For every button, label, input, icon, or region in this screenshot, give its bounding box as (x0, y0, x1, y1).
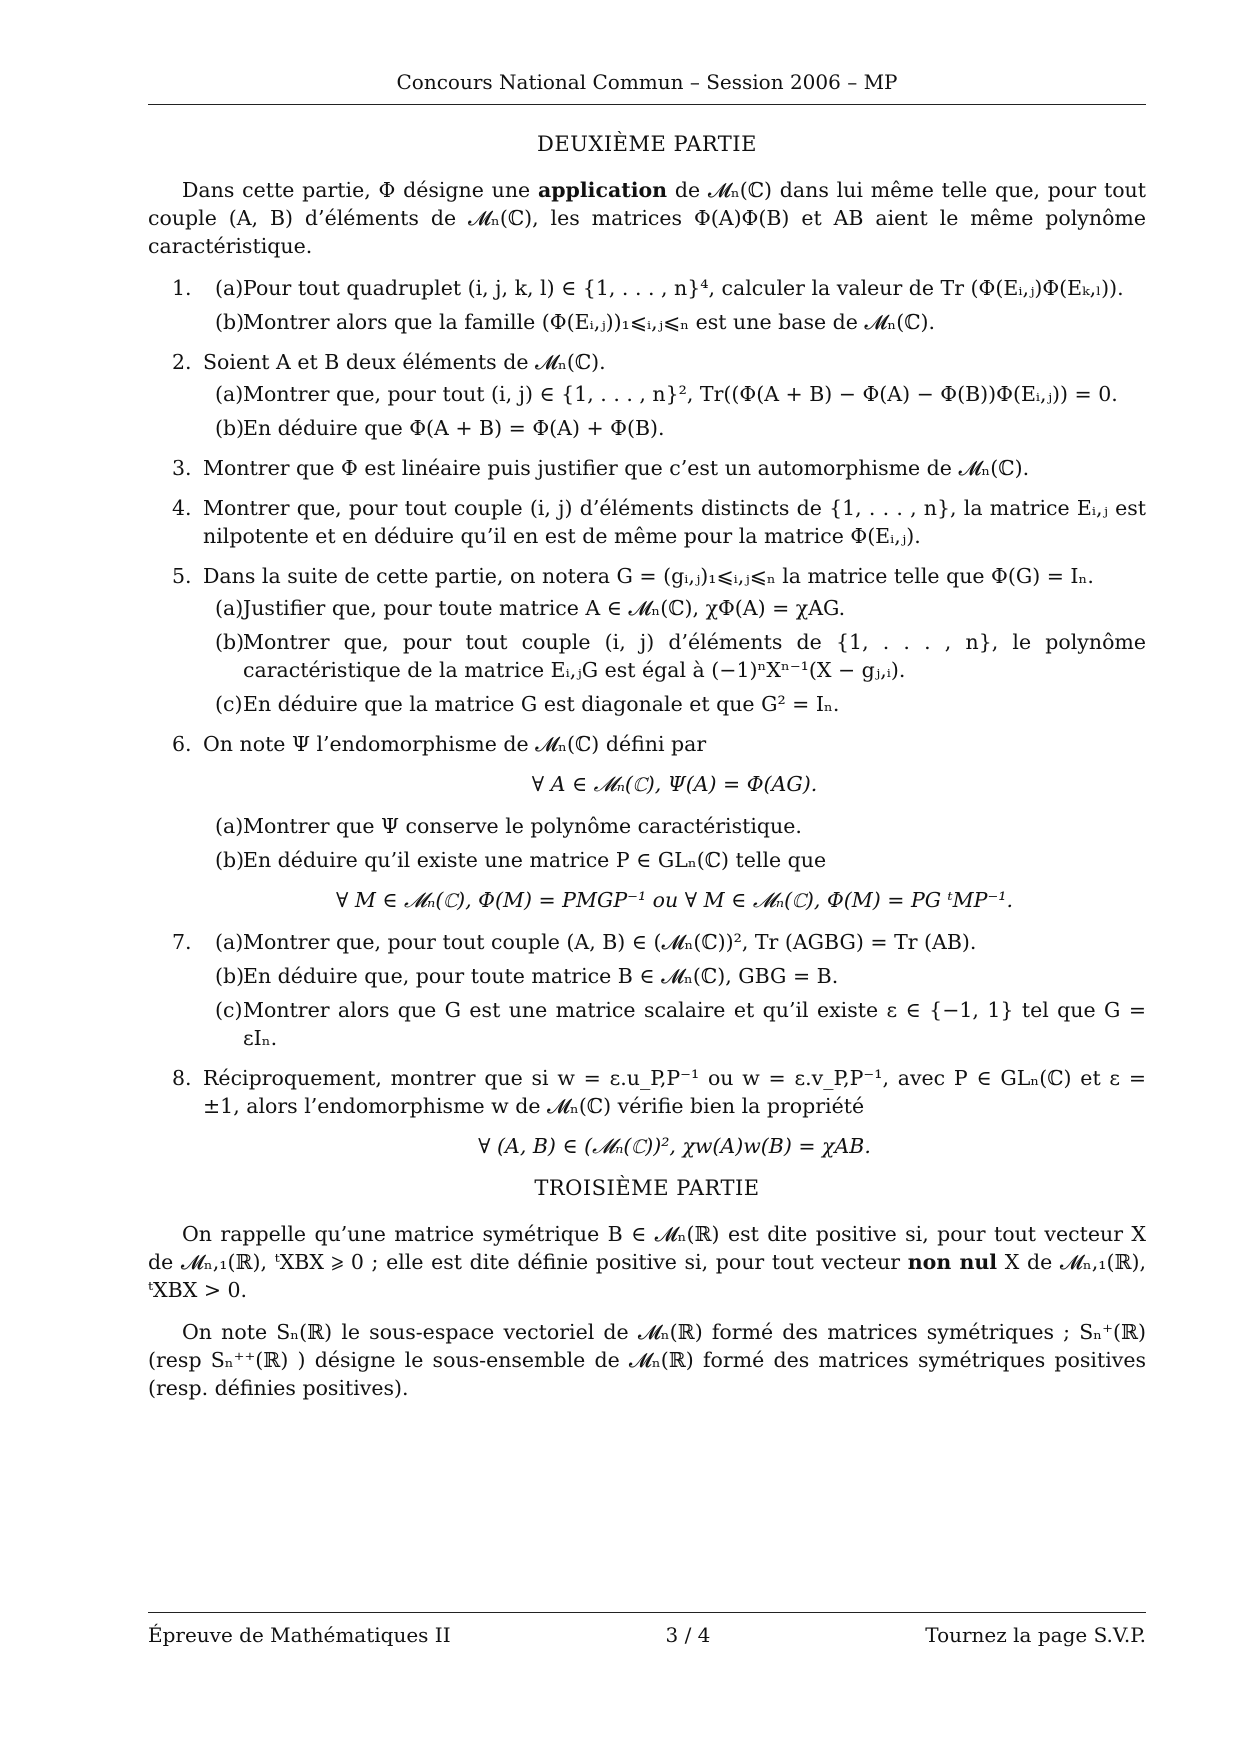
part3-paragraph-1 (148, 1220, 1146, 1304)
sub-label: (b) (215, 416, 245, 440)
question-8 (148, 1064, 1146, 1160)
sub-label: (a) (215, 814, 244, 838)
display-equation: ∀ (A, B) ∈ (𝓜ₙ(ℂ))², χw(A)w(B) = χAB. (478, 1134, 871, 1158)
question-text: Dans la suite de cette partie, on notera G = (gᵢ,ⱼ)₁⩽ᵢ,ⱼ⩽ₙ la matrice telle que Φ(G) = Iₙ. (203, 564, 1094, 588)
sub-label: (c) (215, 998, 243, 1022)
p1-text-a: On rappelle qu’une matrice symétrique B ∈ 𝓜ₙ(ℝ) est dite positive si, pour tout vecteur X de 𝓜ₙ,₁(ℝ), ᵗXBX ⩾ 0 ; elle est dite définie positive si, pour tout vecteur (148, 1222, 1146, 1274)
question-5a (203, 594, 1146, 622)
sub-label: (b) (215, 310, 245, 334)
sub-text: Montrer alors que la famille (Φ(Eᵢ,ⱼ))₁⩽ᵢ,ⱼ⩽ₙ est une base de 𝓜ₙ(ℂ). (243, 310, 936, 334)
sub-label: (a) (215, 382, 244, 406)
content (148, 130, 1146, 1416)
page-number: 3 / 4 (665, 1623, 711, 1647)
question-number: 7. (172, 930, 192, 954)
sub-label: (a) (215, 930, 244, 954)
question-5 (148, 562, 1146, 718)
footer-left: Épreuve de Mathématiques II (148, 1623, 451, 1647)
sub-text: Montrer que, pour tout (i, j) ∈ {1, . . . , n}², Tr((Φ(A + B) − Φ(A) − Φ(B))Φ(Eᵢ,ⱼ)) = 0. (243, 382, 1118, 406)
question-2 (148, 348, 1146, 442)
sub-text: En déduire qu’il existe une matrice P ∈ GLₙ(ℂ) telle que (243, 848, 827, 872)
question-text: Montrer que Φ est linéaire puis justifier que c’est un automorphisme de 𝓜ₙ(ℂ). (203, 456, 1030, 480)
sub-label: (a) (215, 276, 244, 300)
p1-text-b: X de 𝓜ₙ,₁(ℝ), ᵗXBX > 0. (148, 1250, 1147, 1302)
part2-intro (148, 176, 1146, 260)
sub-label: (b) (215, 630, 245, 654)
question-7b (203, 962, 1146, 990)
question-7c (203, 996, 1146, 1052)
question-number: 3. (172, 456, 192, 480)
question-number: 5. (172, 564, 192, 588)
display-equation: ∀ A ∈ 𝓜ₙ(ℂ), Ψ(A) = Φ(AG). (531, 772, 818, 796)
question-5c (203, 690, 1146, 718)
page-footer (148, 1612, 1146, 1647)
question-2b (203, 414, 1146, 442)
part3-paragraph-2: On note Sₙ(ℝ) le sous-espace vectoriel de 𝓜ₙ(ℝ) formé des matrices symétriques ; Sₙ⁺(ℝ) (resp Sₙ⁺⁺(ℝ) ) désigne le sous-ensemble de 𝓜ₙ(ℝ) formé des matrices symétriques positives (resp. définies positives). (148, 1320, 1146, 1400)
footer-right: Tournez la page S.V.P. (925, 1623, 1146, 1647)
question-5b (203, 628, 1146, 684)
display-equation-2: ∀ M ∈ 𝓜ₙ(ℂ), Φ(M) = PMGP⁻¹ ou ∀ M ∈ 𝓜ₙ(ℂ), Φ(M) = PG ᵗMP⁻¹. (335, 888, 1014, 912)
question-number: 8. (172, 1066, 192, 1090)
p1-bold: non nul (907, 1250, 998, 1274)
question-number: 1. (172, 276, 192, 300)
intro-text-a: Dans cette partie, Φ désigne une (182, 178, 538, 202)
question-text: On note Ψ l’endomorphisme de 𝓜ₙ(ℂ) défini par (203, 732, 707, 756)
sub-text: Montrer alors que G est une matrice scalaire et qu’il existe ε ∈ {−1, 1} tel que G = εIₙ. (243, 998, 1146, 1050)
question-1b (203, 308, 1146, 336)
question-number: 2. (172, 350, 192, 374)
question-7 (148, 928, 1146, 1052)
question-4 (148, 494, 1146, 550)
question-3 (148, 454, 1146, 482)
page (148, 0, 1146, 1754)
question-text: Montrer que, pour tout couple (i, j) d’éléments distincts de {1, . . . , n}, la matrice Eᵢ,ⱼ est nilpotente et en déduire qu’il en est de même pour la matrice Φ(Eᵢ,ⱼ). (203, 496, 1146, 548)
sub-text: Pour tout quadruplet (i, j, k, l) ∈ {1, . . . , n}⁴, calculer la valeur de Tr (Φ(Eᵢ,ⱼ)Φ(Eₖ,ₗ)). (243, 276, 1124, 300)
question-7a (203, 928, 1146, 956)
question-1a (203, 274, 1146, 302)
question-text: Soient A et B deux éléments de 𝓜ₙ(ℂ). (203, 350, 606, 374)
sub-text: En déduire que, pour toute matrice B ∈ 𝓜ₙ(ℂ), GBG = B. (243, 964, 839, 988)
intro-text-b: de 𝓜ₙ(ℂ) dans lui même telle que, pour tout couple (A, B) d’éléments de 𝓜ₙ(ℂ), les matrices Φ(A)Φ(B) et AB aient le même polynôme caractéristique. (148, 178, 1146, 258)
sub-text: Montrer que Ψ conserve le polynôme caractéristique. (243, 814, 802, 838)
question-6a (203, 812, 1146, 840)
sub-label: (b) (215, 848, 245, 872)
question-6b (203, 846, 1146, 874)
sub-text: En déduire que Φ(A + B) = Φ(A) + Φ(B). (243, 416, 665, 440)
sub-text: Justifier que, pour toute matrice A ∈ 𝓜ₙ(ℂ), χΦ(A) = χAG. (243, 596, 846, 620)
page-header: Concours National Commun – Session 2006 – MP (148, 70, 1146, 105)
part2-title: DEUXIÈME PARTIE (537, 132, 757, 156)
question-1 (148, 274, 1146, 336)
question-6 (148, 730, 1146, 914)
intro-bold: application (537, 178, 668, 202)
question-number: 4. (172, 496, 192, 520)
sub-label: (c) (215, 692, 243, 716)
sub-text: Montrer que, pour tout couple (i, j) d’éléments de {1, . . . , n}, le polynôme caractéristique de la matrice Eᵢ,ⱼG est égal à (−1)ⁿXⁿ⁻¹(X − gⱼ,ᵢ). (243, 630, 1146, 682)
question-text: Réciproquement, montrer que si w = ε.u_P,P⁻¹ ou w = ε.v_P,P⁻¹, avec P ∈ GLₙ(ℂ) et ε = ±1, alors l’endomorphisme w de 𝓜ₙ(ℂ) vérifie bien la propriété (203, 1066, 1146, 1118)
question-number: 6. (172, 732, 192, 756)
sub-text: En déduire que la matrice G est diagonale et que G² = Iₙ. (243, 692, 840, 716)
sub-text: Montrer que, pour tout couple (A, B) ∈ (𝓜ₙ(ℂ))², Tr (AGBG) = Tr (AB). (243, 930, 977, 954)
sub-label: (a) (215, 596, 244, 620)
part3-title: TROISIÈME PARTIE (534, 1176, 760, 1200)
question-2a (203, 380, 1146, 408)
sub-label: (b) (215, 964, 245, 988)
